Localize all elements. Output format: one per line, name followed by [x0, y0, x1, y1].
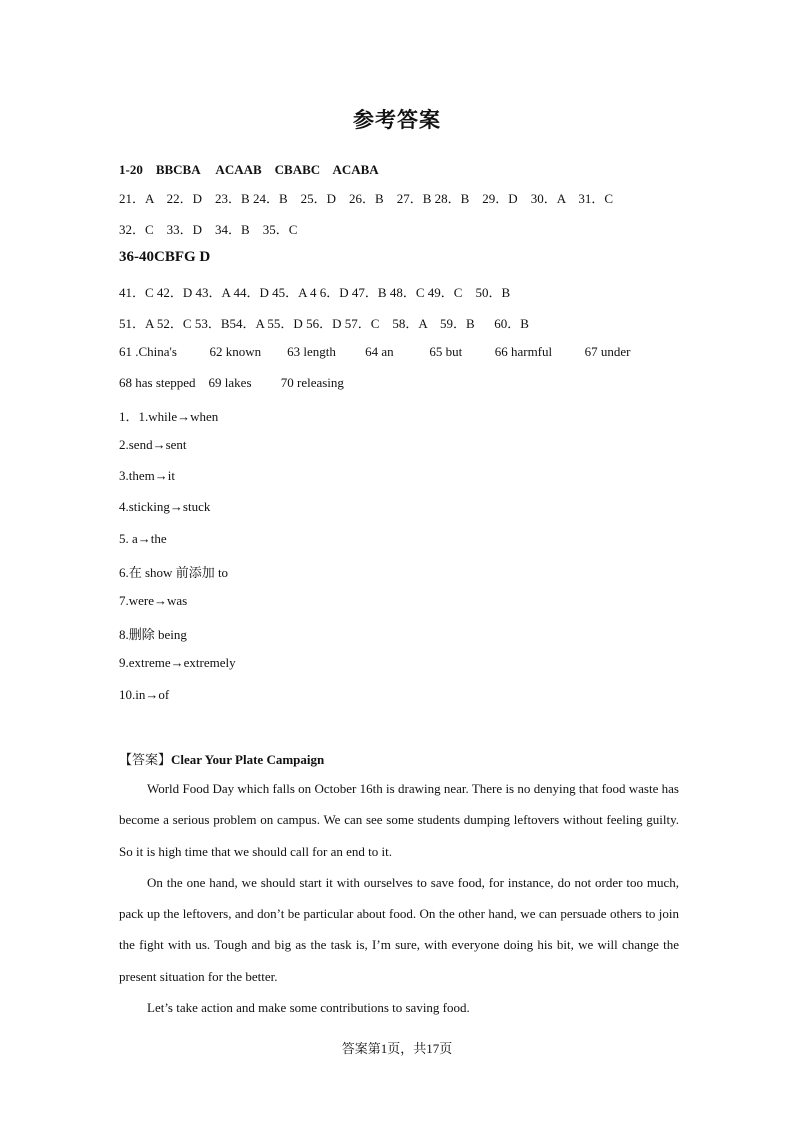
correction-item: 7.were→was — [119, 593, 188, 608]
essay-body — [119, 773, 679, 1023]
essay-paragraph: Let’s take action and make some contributions to saving food. — [147, 1000, 470, 1016]
essay-paragraph: On the one hand, we should start it with ourselves to save food, for instance, do not order too much, pack up the leftovers, and don’t be particular about food. On the other hand, we can persuade others to join the fight with us. Tough and big as the task is, I’m sure, with everyone doing his bit, we will change the present situation for the better. — [119, 874, 679, 984]
correction-item: 6.在 show 前添加 to — [119, 565, 229, 580]
answers-36-40: 36-40CBFG D — [119, 249, 211, 265]
answers-1-20: 1-20 BBCBA ACAAB CBABC ACABA — [119, 162, 379, 177]
page-footer: 答案第1页，共17页 — [341, 1041, 453, 1056]
correction-item: 4.sticking→stuck — [119, 499, 211, 514]
answers-68-70: 68 has stepped 69 lakes 70 releasing — [119, 375, 344, 390]
correction-item: 8.删除 being — [119, 627, 187, 642]
essay-heading: Clear Your Plate Campaign — [171, 752, 325, 767]
answers-61-67: 61 .China's 62 known 63 length 64 an 65 but 66 harmful 67 under — [119, 344, 631, 359]
essay-paragraph: World Food Day which falls on October 16th is drawing near. There is no denying that food waste has become a serious problem on campus. We can see some students dumping leftovers without feeling guilty. So it is high time that we should call for an end to it. — [119, 781, 679, 859]
essay-heading-line — [119, 749, 324, 768]
correction-item: 10.in→of — [119, 687, 170, 702]
page-title: 参考答案 — [353, 108, 441, 132]
answers-41-50: 41．C 42．D 43．A 44．D 45．A 4 6．D 47．B 48．C 49．C 50．B — [119, 285, 511, 300]
answers-21-31: 21．A 22．D 23．B 24．B 25．D 26．B 27．B 28．B 29．D 30．A 31．C — [119, 191, 614, 206]
correction-item: 5. a→the — [119, 531, 167, 546]
essay-label: 【答案】 — [119, 752, 172, 767]
answers-51-60: 51．A 52．C 53．B54．A 55．D 56．D 57．C 58．A 59．B 60．B — [119, 316, 529, 331]
correction-item: 3.them→it — [119, 468, 175, 483]
answers-32-35: 32．C 33．D 34．B 35．C — [119, 222, 298, 237]
correction-item: 9.extreme→extremely — [119, 655, 236, 670]
correction-item: 1．1.while→when — [119, 409, 219, 424]
correction-item: 2.send→sent — [119, 437, 187, 452]
